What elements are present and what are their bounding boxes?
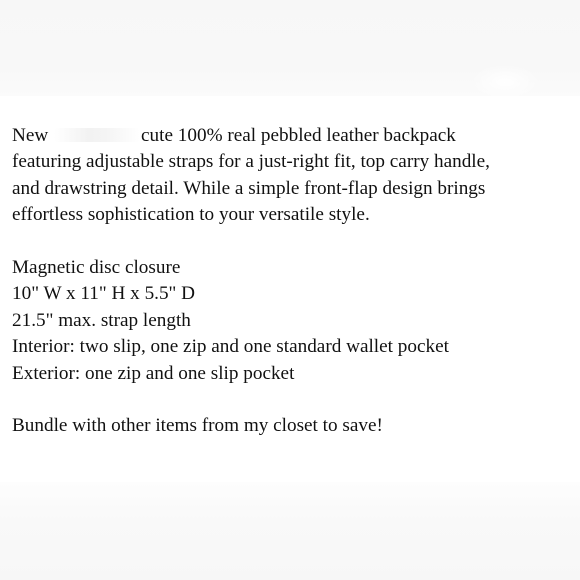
description-line-1-start: New bbox=[12, 125, 49, 146]
description-paragraph bbox=[12, 123, 572, 229]
paragraph-gap bbox=[12, 229, 572, 255]
product-description bbox=[12, 123, 572, 440]
spec-strap-length: 21.5" max. strap length bbox=[12, 309, 191, 331]
description-line-4: effortless sophistication to your versatile style. bbox=[12, 204, 370, 226]
redacted-text bbox=[54, 128, 140, 142]
light-reflection bbox=[470, 64, 540, 100]
closing-line: Bundle with other items from my closet to save! bbox=[12, 415, 383, 437]
description-line-1 bbox=[12, 123, 572, 149]
description-line-1-end: cute 100% real pebbled leather backpack bbox=[141, 125, 456, 146]
paragraph-gap bbox=[12, 387, 572, 413]
closing-paragraph bbox=[12, 413, 572, 439]
spec-closure: Magnetic disc closure bbox=[12, 257, 181, 279]
description-line-3: and drawstring detail. While a simple front-flap design brings bbox=[12, 177, 486, 199]
spec-dimensions: 10" W x 11" H x 5.5" D bbox=[12, 283, 196, 305]
spec-exterior: Exterior: one zip and one slip pocket bbox=[12, 362, 295, 384]
description-line-2: featuring adjustable straps for a just-right fit, top carry handle, bbox=[12, 151, 490, 173]
specs-list bbox=[12, 255, 572, 387]
spec-interior: Interior: two slip, one zip and one standard wallet pocket bbox=[12, 336, 449, 358]
top-background-band bbox=[0, 0, 580, 96]
bottom-background-band bbox=[0, 482, 580, 580]
